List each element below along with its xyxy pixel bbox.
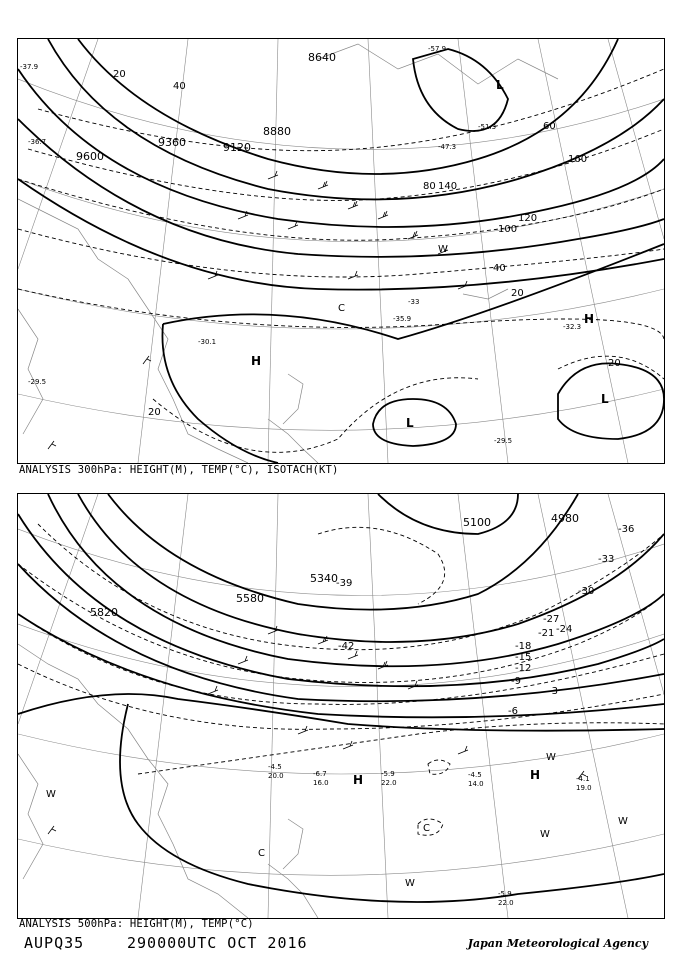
isotach-label: 40	[493, 263, 506, 274]
station-value: -5.9	[498, 890, 512, 898]
warm-center: W	[405, 878, 415, 889]
height-label: 9120	[223, 141, 251, 154]
isotach-label: 80	[423, 181, 436, 192]
isotach-label: 160	[568, 154, 588, 165]
station-value: 20.0	[268, 772, 284, 780]
coastlines	[18, 644, 318, 918]
agency-name: Japan Meteorological Agency	[467, 937, 648, 950]
graticule	[18, 39, 664, 463]
high-center: H	[530, 768, 541, 782]
warm-center: W	[540, 829, 550, 840]
height-contours	[18, 494, 664, 902]
station-value: -4.1	[576, 775, 590, 783]
isotach-label: 20	[148, 407, 161, 418]
temp-label: -42	[338, 641, 355, 652]
high-center: H	[584, 312, 595, 326]
temp-label: -6	[508, 706, 518, 717]
analysis-500hpa-svg	[18, 494, 664, 918]
station-value: -5.9	[381, 770, 395, 778]
low-center: L	[406, 416, 414, 430]
warm-center: W	[546, 752, 556, 763]
isotach-label: 100	[498, 224, 518, 235]
station-value: -4.5	[268, 763, 282, 771]
isotach-label: 20	[113, 69, 126, 80]
temp-label: -51.3	[478, 123, 497, 131]
temp-label: -18	[515, 641, 532, 652]
temp-label: -57.9	[428, 45, 447, 53]
height-label: 5340	[310, 572, 338, 585]
isotach-label: 120	[518, 213, 538, 224]
temp-label: -30.1	[198, 338, 217, 346]
station-value: -6.7	[313, 770, 327, 778]
temp-label: -47.3	[438, 143, 457, 151]
station-value: 19.0	[576, 784, 592, 792]
temp-label: -32.3	[563, 323, 582, 331]
temp-label: -29.5	[494, 437, 513, 445]
height-label: 9360	[158, 136, 186, 149]
caption-300hpa: ANALYSIS 300hPa: HEIGHT(M), TEMP(°C), ISOTACH(KT)	[19, 464, 339, 476]
caption-500hpa: ANALYSIS 500hPa: HEIGHT(M), TEMP(°C)	[19, 918, 254, 930]
valid-time: 290000UTC OCT 2016	[127, 934, 308, 952]
warm-center: W	[438, 244, 448, 255]
temp-label: -30	[578, 586, 595, 597]
temp-label: -27	[543, 614, 560, 625]
isotach-label: 40	[173, 81, 186, 92]
height-label: 5580	[236, 592, 264, 605]
temp-label: -33	[408, 298, 420, 306]
temp-label: -15	[515, 652, 532, 663]
isotach-label: 60	[543, 121, 556, 132]
station-value: 22.0	[381, 779, 397, 787]
height-label: 5100	[463, 516, 491, 529]
map-labels-500	[46, 512, 634, 907]
station-value: -4.5	[468, 771, 482, 779]
station-value: 14.0	[468, 780, 484, 788]
isotach-label: 20	[608, 358, 621, 369]
isotherms	[18, 524, 664, 835]
temp-label: -37.9	[20, 63, 39, 71]
height-label: 9600	[76, 150, 104, 163]
low-center: L	[601, 392, 609, 406]
temp-label: -33	[598, 554, 615, 565]
temp-label: -36	[618, 524, 635, 535]
temp-label: -39	[336, 578, 353, 589]
temp-label: -36.7	[28, 138, 47, 146]
high-center: H	[353, 773, 364, 787]
cold-center: C	[258, 848, 265, 859]
analysis-300hpa-map	[17, 38, 665, 464]
isotach-label: 20	[511, 288, 524, 299]
height-label: 4980	[551, 512, 579, 525]
temp-label: -24	[556, 624, 573, 635]
temp-label: -35.9	[393, 315, 412, 323]
warm-center: W	[618, 816, 628, 827]
graticule	[18, 494, 664, 918]
temp-label: -21	[538, 628, 555, 639]
temp-label: -29.5	[28, 378, 47, 386]
map-labels-300	[20, 45, 621, 445]
temp-label: -12	[515, 663, 532, 674]
temp-label: -9	[511, 676, 521, 687]
warm-center: W	[46, 789, 56, 800]
station-value: 16.0	[313, 779, 329, 787]
high-center: H	[251, 354, 262, 368]
low-center: L	[496, 78, 504, 92]
cold-center: C	[338, 303, 345, 314]
height-label: 5820	[90, 606, 118, 619]
temp-label: -3	[548, 686, 558, 697]
height-contours	[18, 39, 664, 463]
analysis-500hpa-map	[17, 493, 665, 919]
height-label: 8880	[263, 125, 291, 138]
chart-identifier: AUPQ35	[24, 934, 85, 952]
analysis-300hpa-svg	[18, 39, 664, 463]
station-value: 22.0	[498, 899, 514, 907]
cold-center: C	[423, 823, 430, 834]
height-label: 8640	[308, 51, 336, 64]
wind-barbs	[48, 171, 468, 449]
isotach-label: 140	[438, 181, 458, 192]
